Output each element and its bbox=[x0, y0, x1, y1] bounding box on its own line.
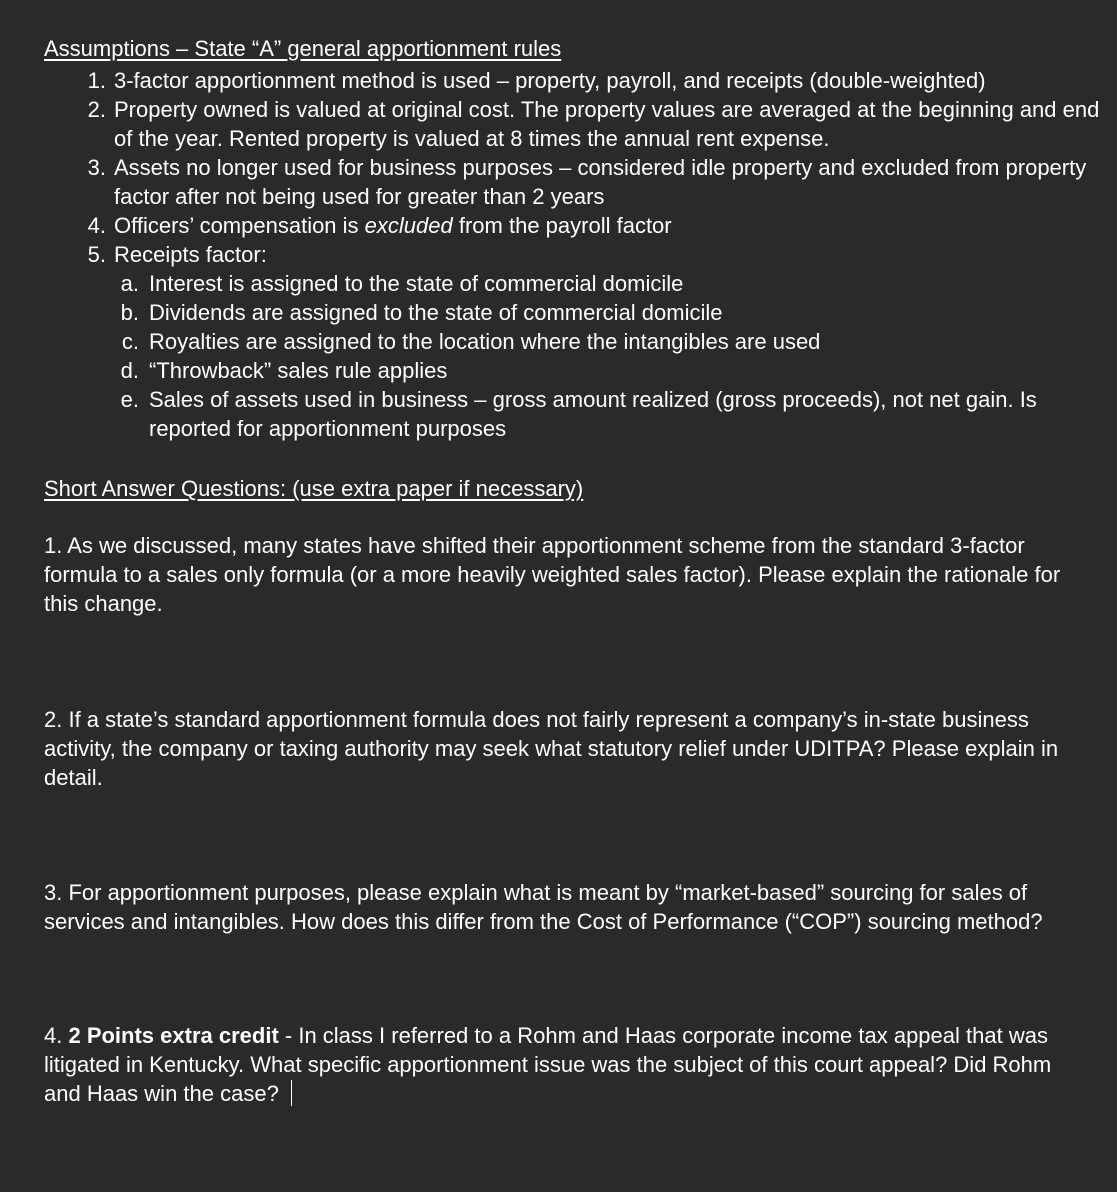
sub-list-letter: a. bbox=[120, 271, 139, 296]
short-answer-heading: Short Answer Questions: (use extra paper if necessary) bbox=[44, 476, 584, 501]
rule-text bbox=[114, 213, 672, 238]
assumptions-heading: Assumptions – State “A” general apportionment rules bbox=[44, 36, 562, 61]
text-cursor bbox=[291, 1080, 293, 1106]
question-3[interactable]: 3. For apportionment purposes, please explain what is meant by “market-based” sourcing for sales of services and intangibles. How does this differ from the Cost of Performance (“COP”) sourcing method? bbox=[44, 880, 1043, 934]
sub-rule-text: Interest is assigned to the state of commercial domicile bbox=[149, 271, 684, 296]
list-item bbox=[87, 211, 1104, 240]
list-item bbox=[87, 153, 1104, 211]
sub-list-item bbox=[120, 356, 1104, 385]
list-number: 4. bbox=[87, 213, 106, 238]
sub-rule-text: Dividends are assigned to the state of commercial domicile bbox=[149, 300, 723, 325]
sub-list-letter: b. bbox=[120, 300, 139, 325]
rule-text-start: Officers’ compensation is bbox=[114, 213, 365, 238]
sub-rule-text: Sales of assets used in business – gross amount realized (gross proceeds), not net gain. Is reported for apportionment purposes bbox=[149, 387, 1037, 441]
sub-list-item bbox=[121, 327, 1104, 356]
list-item bbox=[87, 66, 1104, 95]
question-2[interactable]: 2. If a state’s standard apportionment formula does not fairly represent a company’s in-state business activity, the company or taxing authority may seek what statutory relief under UDITPA? Please explain in detail. bbox=[44, 707, 1059, 790]
rule-text-end: from the payroll factor bbox=[452, 213, 672, 238]
rule-text: Receipts factor: bbox=[114, 242, 267, 267]
question-number: 4. bbox=[44, 1023, 69, 1048]
list-item bbox=[87, 95, 1104, 153]
assumptions-list bbox=[44, 66, 1104, 443]
sub-list-item bbox=[120, 269, 1104, 298]
rule-text: Assets no longer used for business purposes – considered idle property and excluded from property factor after not being used for greater than 2 years bbox=[114, 155, 1087, 209]
question-text: - In class I referred to a Rohm and Haas corporate income tax appeal that was litigated in Kentucky. What specific apportionment issue was the subject of this court appeal? Did Rohm and Haas win the case? bbox=[44, 1023, 1052, 1106]
extra-credit-label: 2 Points extra credit bbox=[68, 1023, 279, 1048]
question-1[interactable]: 1. As we discussed, many states have shifted their apportionment scheme from the standard 3-factor formula to a sales only formula (or a more heavily weighted sales factor). Please explain the rationale for this change. bbox=[44, 533, 1061, 616]
rule-text: Property owned is valued at original cost. The property values are averaged at the beginning and end of the year. Rented property is valued at 8 times the annual rent expense. bbox=[114, 97, 1100, 151]
list-item bbox=[87, 240, 1104, 443]
receipts-sublist bbox=[114, 269, 1104, 443]
sub-rule-text: “Throwback” sales rule applies bbox=[149, 358, 448, 383]
list-number: 2. bbox=[87, 97, 106, 122]
document-body bbox=[44, 34, 1104, 1108]
list-number: 5. bbox=[87, 242, 106, 267]
sub-list-letter: d. bbox=[120, 358, 139, 383]
rule-text: 3-factor apportionment method is used – property, payroll, and receipts (double-weighted) bbox=[114, 68, 986, 93]
sub-list-letter: c. bbox=[121, 329, 139, 354]
list-number: 1. bbox=[87, 68, 106, 93]
list-number: 3. bbox=[87, 155, 106, 180]
emphasis-text: excluded bbox=[364, 213, 453, 238]
sub-list-item bbox=[120, 385, 1104, 443]
sub-list-item bbox=[120, 298, 1104, 327]
sub-rule-text: Royalties are assigned to the location where the intangibles are used bbox=[149, 329, 821, 354]
question-4[interactable] bbox=[44, 1021, 1094, 1108]
sub-list-letter: e. bbox=[120, 387, 139, 412]
